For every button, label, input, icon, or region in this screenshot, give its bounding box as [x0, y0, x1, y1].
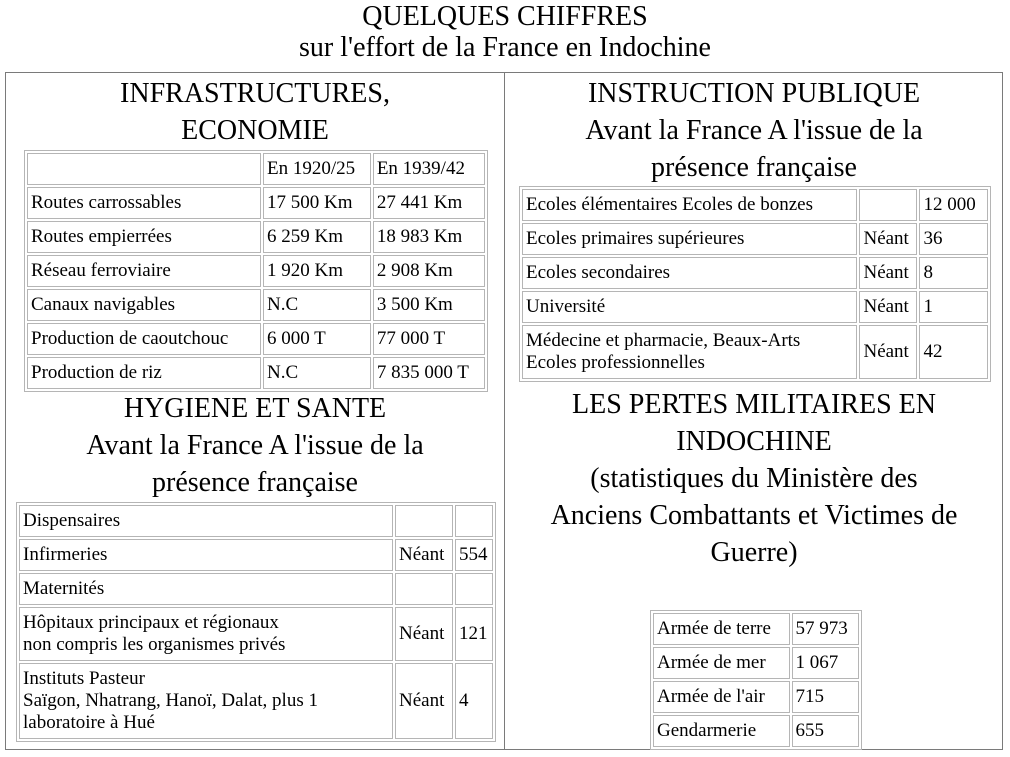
- row-label: Ecoles élémentaires Ecoles de bonzes: [522, 189, 857, 221]
- table-row: [27, 323, 485, 355]
- table-row: [27, 255, 485, 287]
- cell-1920: N.C: [263, 357, 371, 389]
- cell-after: 4: [455, 663, 493, 739]
- row-label: [19, 663, 393, 739]
- row-label: Routes empierrées: [27, 221, 261, 253]
- row-label: Ecoles secondaires: [522, 257, 857, 289]
- row-label: Ecoles primaires supérieures: [522, 223, 857, 255]
- cell-before: Néant: [859, 291, 917, 323]
- cell-before: Néant: [395, 663, 453, 739]
- row-label: Canaux navigables: [27, 289, 261, 321]
- row-label: Réseau ferroviaire: [27, 255, 261, 287]
- cell-value: 1 067: [792, 647, 859, 679]
- cell-after: 1: [919, 291, 988, 323]
- cell-before: Néant: [859, 257, 917, 289]
- infrastructures-title-line1: INFRASTRUCTURES,: [120, 78, 390, 109]
- cell-1939: 3 500 Km: [373, 289, 485, 321]
- cell-after: 36: [919, 223, 988, 255]
- instruction-title-line2: Avant la France A l'issue de la: [585, 115, 923, 146]
- cell-after: 554: [455, 539, 493, 571]
- cell-1939: 77 000 T: [373, 323, 485, 355]
- cell-value: 655: [792, 715, 859, 747]
- cell-1920: 6 000 T: [263, 323, 371, 355]
- pertes-title-line3: (statistiques du Ministère des: [590, 463, 918, 494]
- table-row: [522, 291, 988, 323]
- row-label-line2: non compris les organismes privés: [23, 634, 286, 655]
- cell-after: 42: [919, 325, 988, 379]
- row-label: Production de caoutchouc: [27, 323, 261, 355]
- cell-before: Néant: [395, 607, 453, 661]
- page-title-line2: sur l'effort de la France en Indochine: [299, 32, 711, 63]
- row-label: Armée de terre: [653, 613, 790, 645]
- instruction-title-line1: INSTRUCTION PUBLIQUE: [587, 78, 921, 109]
- table-row: [19, 663, 493, 739]
- pertes-table: [650, 610, 862, 750]
- infrastructures-title-line2: ECONOMIE: [181, 115, 329, 146]
- row-label: Gendarmerie: [653, 715, 790, 747]
- cell-value: 57 973: [792, 613, 859, 645]
- row-label: Infirmeries: [19, 539, 393, 571]
- cell-1939: 18 983 Km: [373, 221, 485, 253]
- cell-after: [455, 573, 493, 605]
- table-row: [27, 357, 485, 389]
- table-row: [19, 505, 493, 537]
- row-label: [19, 607, 393, 661]
- cell-after: 12 000: [919, 189, 988, 221]
- hygiene-title: [6, 390, 504, 501]
- instruction-table: [519, 186, 991, 382]
- row-label: Dispensaires: [19, 505, 393, 537]
- table-row: [522, 325, 988, 379]
- table-row: [19, 539, 493, 571]
- cell-value: 715: [792, 681, 859, 713]
- row-label: Armée de l'air: [653, 681, 790, 713]
- infrastructures-title: [6, 75, 504, 149]
- pertes-title-line5: Guerre): [710, 537, 798, 568]
- instruction-title: [505, 75, 1003, 186]
- row-label-line1: Instituts Pasteur: [23, 668, 145, 689]
- row-label: [522, 325, 857, 379]
- cell-after: [455, 505, 493, 537]
- table-row: [653, 613, 859, 645]
- row-label-line2: Ecoles professionnelles: [526, 352, 705, 373]
- table-row: [27, 289, 485, 321]
- cell-after: 8: [919, 257, 988, 289]
- infrastructures-table: [24, 150, 488, 392]
- cell-after: 121: [455, 607, 493, 661]
- cell-before: [395, 505, 453, 537]
- table-row: [19, 573, 493, 605]
- table-row: [27, 221, 485, 253]
- cell-1920: 6 259 Km: [263, 221, 371, 253]
- cell-before: Néant: [395, 539, 453, 571]
- table-row: [522, 189, 988, 221]
- pertes-title-line4: Anciens Combattants et Victimes de: [550, 500, 958, 531]
- table-row: [19, 607, 493, 661]
- row-label: Routes carrossables: [27, 187, 261, 219]
- hygiene-table: [16, 502, 496, 742]
- table-row: [653, 647, 859, 679]
- cell-1920: 1 920 Km: [263, 255, 371, 287]
- page-title-line1: QUELQUES CHIFFRES: [362, 1, 648, 32]
- table-row: [653, 681, 859, 713]
- cell-1920: N.C: [263, 289, 371, 321]
- row-label-line2: Saïgon, Nhatrang, Hanoï, Dalat, plus 1: [23, 690, 318, 711]
- table-row: [522, 257, 988, 289]
- hygiene-title-line3: présence française: [152, 467, 358, 498]
- table-header-row: [27, 153, 485, 185]
- cell-before: Néant: [859, 223, 917, 255]
- cell-1939: 2 908 Km: [373, 255, 485, 287]
- table-row: [522, 223, 988, 255]
- row-label-line3: laboratoire à Hué: [23, 712, 155, 733]
- column-header-empty: [27, 153, 261, 185]
- column-header-1920: En 1920/25: [263, 153, 371, 185]
- cell-before: [859, 189, 917, 221]
- cell-1939: 27 441 Km: [373, 187, 485, 219]
- pertes-title-line1: LES PERTES MILITAIRES EN: [572, 389, 936, 420]
- cell-before: Néant: [859, 325, 917, 379]
- row-label: Armée de mer: [653, 647, 790, 679]
- cell-1939: 7 835 000 T: [373, 357, 485, 389]
- cell-before: [395, 573, 453, 605]
- row-label: Maternités: [19, 573, 393, 605]
- row-label-line1: Médecine et pharmacie, Beaux-Arts: [526, 330, 801, 351]
- table-row: [653, 715, 859, 747]
- instruction-title-line3: présence française: [651, 152, 857, 183]
- pertes-title-line2: INDOCHINE: [676, 426, 832, 457]
- cell-1920: 17 500 Km: [263, 187, 371, 219]
- column-header-1939: En 1939/42: [373, 153, 485, 185]
- row-label: Production de riz: [27, 357, 261, 389]
- hygiene-title-line1: HYGIENE ET SANTE: [123, 393, 387, 424]
- table-row: [27, 187, 485, 219]
- page-title: [0, 0, 1010, 63]
- row-label-line1: Hôpitaux principaux et régionaux: [23, 612, 279, 633]
- pertes-title: [505, 386, 1003, 571]
- hygiene-title-line2: Avant la France A l'issue de la: [86, 430, 424, 461]
- row-label: Université: [522, 291, 857, 323]
